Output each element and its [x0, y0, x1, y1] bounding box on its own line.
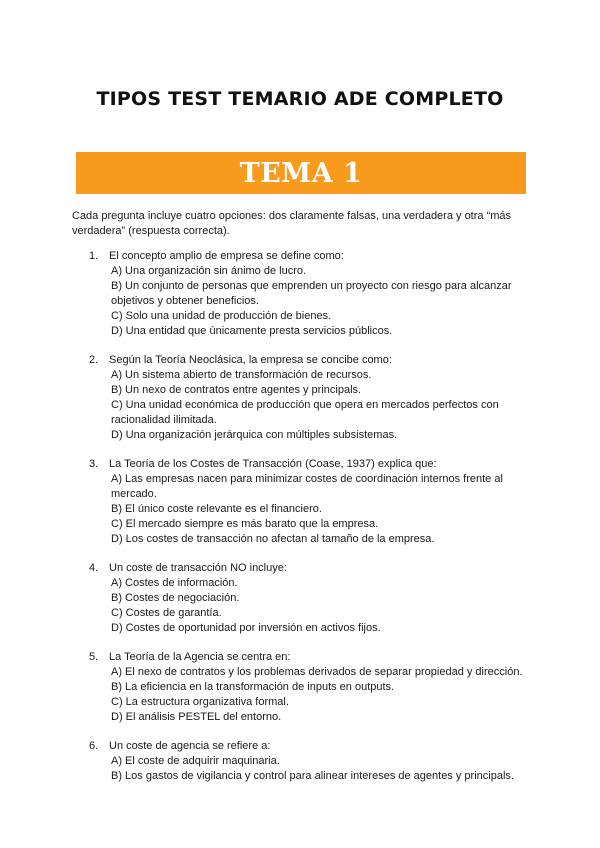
question-item	[0, 249, 600, 339]
option-a: A) Las empresas nacen para minimizar costes de coordinación internos frente al mercado.	[111, 473, 503, 500]
question-text: Un coste de transacción NO incluye:	[109, 562, 287, 574]
question-list	[0, 249, 600, 798]
option-list	[0, 368, 600, 443]
option-d: D) Los costes de transacción no afectan al tamaño de la empresa.	[111, 533, 435, 545]
section-banner	[76, 152, 526, 194]
question-item	[0, 353, 600, 443]
option-d: D) Costes de oportunidad por inversión en activos fijos.	[111, 622, 381, 634]
option-b: B) La eficiencia en la transformación de inputs en outputs.	[111, 681, 395, 693]
option-c: C) Costes de garantía.	[111, 607, 222, 619]
section-banner-label: TEMA 1	[239, 157, 363, 189]
question-text: El concepto amplio de empresa se define como:	[109, 250, 344, 262]
option-b: B) El único coste relevante es el financiero.	[111, 503, 322, 515]
option-d: D) El análisis PESTEL del entorno.	[111, 711, 282, 723]
question-item	[0, 739, 600, 784]
option-list	[0, 576, 600, 636]
option-a: A) Una organización sin ánimo de lucro.	[111, 265, 307, 277]
question-text: Un coste de agencia se refiere a:	[109, 740, 271, 752]
question-number: 2.	[89, 354, 99, 366]
question-number: 5.	[89, 651, 99, 663]
option-b: B) Costes de negociación.	[111, 592, 240, 604]
option-a: A) Un sistema abierto de transformación de recursos.	[111, 369, 372, 381]
question-number: 6.	[89, 740, 99, 752]
question-item	[0, 561, 600, 636]
option-b: B) Los gastos de vigilancia y control para alinear intereses de agentes y principals.	[111, 770, 514, 782]
option-c: C) La estructura organizativa formal.	[111, 696, 289, 708]
option-a: A) Costes de información.	[111, 577, 238, 589]
option-a: A) El coste de adquirir maquinaria.	[111, 755, 280, 767]
document-title: TIPOS TEST TEMARIO ADE COMPLETO	[96, 88, 504, 110]
option-list	[0, 472, 600, 547]
question-item	[0, 457, 600, 547]
option-a: A) El nexo de contratos y los problemas derivados de separar propiedad y dirección.	[111, 666, 523, 678]
question-number: 4.	[89, 562, 99, 574]
question-number: 1.	[89, 250, 99, 262]
option-c: C) Una unidad económica de producción que opera en mercados perfectos con racionalidad ilimitada.	[111, 399, 499, 426]
option-c: C) Solo una unidad de producción de bienes.	[111, 310, 332, 322]
option-d: D) Una entidad que únicamente presta servicios públicos.	[111, 325, 393, 337]
option-d: D) Una organización jerárquica con múltiples subsistemas.	[111, 429, 398, 441]
option-list	[0, 754, 600, 784]
intro-paragraph: Cada pregunta incluye cuatro opciones: dos claramente falsas, una verdadera y otra “más verdadera” (respuesta correcta).	[72, 210, 512, 237]
question-text: Según la Teoría Neoclásica, la empresa se concibe como:	[109, 354, 392, 366]
option-list	[0, 665, 600, 725]
question-item	[0, 650, 600, 725]
option-list	[0, 264, 600, 339]
option-c: C) El mercado siempre es más barato que la empresa.	[111, 518, 379, 530]
option-b: B) Un nexo de contratos entre agentes y principals.	[111, 384, 362, 396]
question-text: La Teoría de los Costes de Transacción (Coase, 1937) explica que:	[109, 458, 437, 470]
option-b: B) Un conjunto de personas que emprenden un proyecto con riesgo para alcanzar objetivos y obtener beneficios.	[111, 280, 512, 307]
question-text: La Teoría de la Agencia se centra en:	[109, 651, 291, 663]
question-number: 3.	[89, 458, 99, 470]
